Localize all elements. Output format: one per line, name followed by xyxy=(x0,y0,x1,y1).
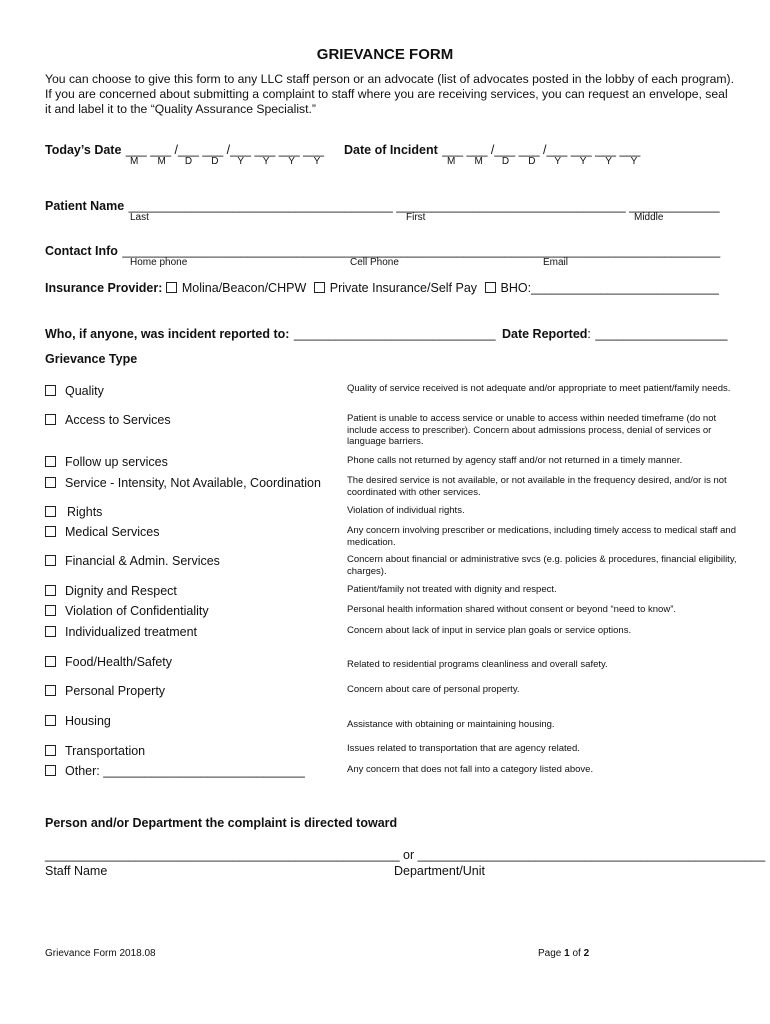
todays-date-format: M M D D Y Y Y Y xyxy=(130,156,321,167)
grievance-name: Access to Services xyxy=(65,413,171,427)
grievance-description: Violation of individual rights. xyxy=(347,505,465,516)
grievance-checkbox[interactable] xyxy=(45,685,56,696)
grievance-checkbox[interactable] xyxy=(45,765,56,776)
grievance-description: Any concern that does not fall into a category listed above. xyxy=(347,764,594,775)
grievance-description: Phone calls not returned by agency staff and/or not returned in a timely manner. xyxy=(347,455,683,466)
date-reported-field[interactable]: ___________________ xyxy=(595,327,728,341)
grievance-row xyxy=(45,455,168,469)
grievance-description: Patient/family not treated with dignity and respect. xyxy=(347,584,557,595)
page-current: 1 xyxy=(564,948,570,959)
grievance-row xyxy=(45,764,305,778)
grievance-checkbox[interactable] xyxy=(45,456,56,467)
grievance-checkbox[interactable] xyxy=(45,477,56,488)
patient-name-field[interactable]: ______________________________________ _________________________________ _____________ xyxy=(128,199,720,213)
cell-phone-label: Cell Phone xyxy=(350,257,399,268)
email-label: Email xyxy=(543,257,569,268)
grievance-row xyxy=(45,655,172,669)
grievance-description: The desired service is not available, or not available in the frequency desired, and/or is not coordinated with other services. xyxy=(347,475,727,498)
grievance-description: Assistance with obtaining or maintaining housing. xyxy=(347,719,555,730)
grievance-checkbox[interactable] xyxy=(45,526,56,537)
insurance-bho-checkbox[interactable] xyxy=(485,282,496,293)
grievance-checkbox[interactable] xyxy=(45,656,56,667)
incident-date-label: Date of Incident xyxy=(344,143,438,157)
page-number xyxy=(538,948,589,959)
grievance-description: Concern about lack of input in service plan goals or service options. xyxy=(347,625,632,636)
form-version: Grievance Form 2018.08 xyxy=(45,948,156,959)
grievance-row xyxy=(45,714,111,728)
reported-to-field[interactable]: _____________________________ xyxy=(293,327,496,341)
grievance-name: Rights xyxy=(67,505,103,519)
grievance-checkbox[interactable] xyxy=(45,555,56,566)
grievance-checkbox[interactable] xyxy=(45,585,56,596)
grievance-name: Food/Health/Safety xyxy=(65,655,173,669)
page-prefix: Page xyxy=(538,948,565,959)
grievance-checkbox[interactable] xyxy=(45,414,56,425)
grievance-name: Violation of Confidentiality xyxy=(65,604,209,618)
grievance-row xyxy=(45,584,177,598)
grievance-name: Financial & Admin. Services xyxy=(65,554,220,568)
date-reported-colon: : xyxy=(587,327,591,341)
staff-name-label: Staff Name xyxy=(45,864,108,878)
grievance-name: Follow up services xyxy=(65,455,168,469)
grievance-checkbox[interactable] xyxy=(45,745,56,756)
department-unit-label: Department/Unit xyxy=(394,864,486,878)
home-phone-label: Home phone xyxy=(130,257,188,268)
grievance-name: Dignity and Respect xyxy=(65,584,177,598)
insurance-private-checkbox[interactable] xyxy=(314,282,325,293)
patient-last-label: Last xyxy=(130,212,149,223)
grievance-row xyxy=(45,554,220,568)
grievance-description: Concern about financial or administrative svcs (e.g. policies & procedures, financial eligibility, charges). xyxy=(347,554,737,577)
grievance-checkbox[interactable] xyxy=(45,506,56,517)
grievance-row xyxy=(45,684,165,698)
intro-paragraph: You can choose to give this form to any LLC staff person or an advocate (list of advocates posted in the lobby of each program). If you are concerned about submitting a complaint to staff where you are receiving services, you can request an envelope, seal it and label it to the “Quality Assurance Specialist.” xyxy=(45,72,734,116)
insurance-molina-label: Molina/Beacon/CHPW xyxy=(181,281,307,295)
date-reported-label: Date Reported xyxy=(501,327,588,341)
grievance-description: Concern about care of personal property. xyxy=(347,684,520,695)
page-mid: of xyxy=(569,948,584,959)
insurance-private-label: Private Insurance/Self Pay xyxy=(329,281,478,295)
contact-info-field[interactable]: ______________________________________________________________________________________ xyxy=(122,244,721,258)
contact-info-label: Contact Info xyxy=(45,244,118,258)
grievance-name: Individualized treatment xyxy=(65,625,198,639)
patient-first-label: First xyxy=(406,212,426,223)
grievance-row xyxy=(45,525,159,539)
grievance-row xyxy=(45,505,102,519)
patient-name-label: Patient Name xyxy=(45,199,125,213)
grievance-row xyxy=(45,744,145,758)
todays-date-label: Today’s Date xyxy=(45,143,122,157)
grievance-description: Any concern involving prescriber or medications, including timely access to medical staff and medication. xyxy=(347,525,736,548)
grievance-description: Related to residential programs cleanliness and overall safety. xyxy=(347,659,608,670)
patient-middle-label: Middle xyxy=(634,212,664,223)
grievance-description: Issues related to transportation that are agency related. xyxy=(347,743,580,754)
grievance-name: Transportation xyxy=(65,744,146,758)
grievance-row xyxy=(45,625,197,639)
insurance-label: Insurance Provider: xyxy=(45,281,163,295)
grievance-name: Service - Intensity, Not Available, Coordination xyxy=(65,476,321,490)
grievance-row xyxy=(45,384,104,398)
grievance-description: Patient is unable to access service or unable to access within needed timeframe (do not include access to prescriber). Concern about admissions process, denial of services or language barriers. xyxy=(347,413,717,447)
grievance-checkbox[interactable] xyxy=(45,626,56,637)
grievance-type-heading: Grievance Type xyxy=(45,352,138,366)
reported-to-label: Who, if anyone, was incident reported to: xyxy=(45,327,290,341)
incident-date-field[interactable]: ___ ___ /___ ___ /___ ___ ___ ___ xyxy=(442,143,641,157)
staff-department-field[interactable]: ___________________________________________________ or __________________________________________________ xyxy=(45,848,766,862)
directed-toward-heading: Person and/or Department the complaint is directed toward xyxy=(45,816,398,830)
grievance-row xyxy=(45,604,209,618)
grievance-description: Personal health information shared without consent or beyond “need to know”. xyxy=(347,604,677,615)
grievance-row xyxy=(45,476,321,490)
grievance-checkbox[interactable] xyxy=(45,605,56,616)
grievance-name: Personal Property xyxy=(65,684,166,698)
grievance-checkbox[interactable] xyxy=(45,385,56,396)
insurance-molina-checkbox[interactable] xyxy=(166,282,177,293)
grievance-checkbox[interactable] xyxy=(45,715,56,726)
form-title: GRIEVANCE FORM xyxy=(316,46,454,63)
grievance-other-field[interactable]: Other: _____________________________ xyxy=(65,764,305,778)
incident-date-format: M M D D Y Y Y Y xyxy=(447,156,638,167)
grievance-row xyxy=(45,413,171,427)
grievance-name: Medical Services xyxy=(65,525,160,539)
grievance-description: Quality of service received is not adequate and/or appropriate to meet patient/family needs. xyxy=(347,383,731,394)
grievance-name: Quality xyxy=(65,384,104,398)
page-total: 2 xyxy=(583,948,590,959)
insurance-bho-field[interactable]: BHO:___________________________ xyxy=(500,281,719,295)
todays-date-field[interactable]: ___ ___ /___ ___ /___ ___ ___ ___ xyxy=(125,143,324,157)
grievance-name: Housing xyxy=(65,714,111,728)
